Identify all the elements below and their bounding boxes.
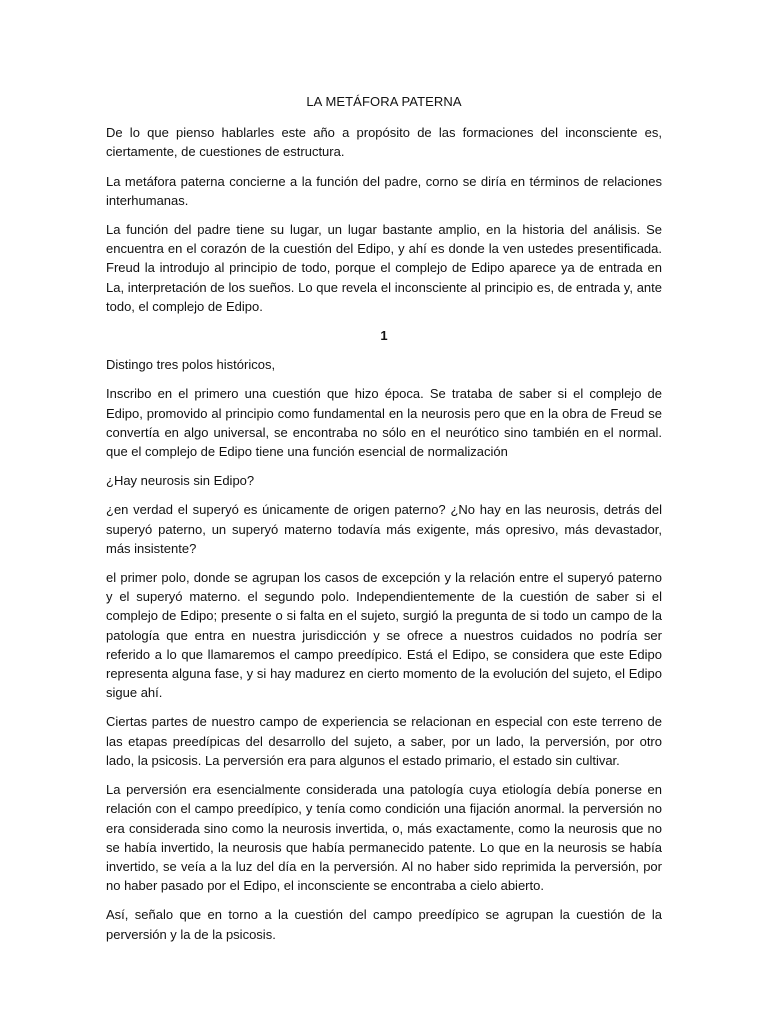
paragraph-section-6: Ciertas partes de nuestro campo de experiencia se relacionan en especial con este terreno de las etapas preedípicas del desarrollo del sujeto, a saber, por un lado, la perversión, por otro lado, la psicosis. La perversión era para algunos el estado primario, el estado sin cultivar. bbox=[106, 714, 662, 768]
paragraph-section-4: ¿en verdad el superyó es únicamente de origen paterno? ¿No hay en las neurosis, detrás del superyó paterno, un superyó materno todavía más exigente, más opresivo, más devastador, más insistente? bbox=[106, 502, 662, 556]
paragraph-section-8: Así, señalo que en torno a la cuestión del campo preedípico se agrupan la cuestión de la perversión y la de la psicosis. bbox=[106, 907, 662, 942]
paragraph-section-1: Distingo tres polos históricos, bbox=[106, 357, 276, 373]
paragraph-section-2: Inscribo en el primero una cuestión que hizo época. Se trataba de saber si el complejo de Edipo, promovido al principio como fundamental en la neurosis pero que en la obra de Freud se convertía en algo universal, se encontraba no sólo en el neurótico sino también en el normal. que el complejo de Edipo tiene una función esencial de normalización bbox=[106, 386, 662, 460]
paragraph-section-7: La perversión era esencialmente considerada una patología cuya etiología debía ponerse en relación con el campo preedípico, y tenía como condición una fijación anormal. la perversión no era considerada sino como la neurosis invertida, o, más exactamente, como la neurosis que no se había invertido, la neurosis que había permanecido patente. Lo que en la neurosis se había invertido, se veía a la luz del día en la perversión. Al no haber sido reprimida la perversión, por no haber pasado por el Edipo, el inconsciente se encontraba a cielo abierto. bbox=[106, 782, 662, 894]
section-number: 1 bbox=[380, 328, 388, 344]
paragraph-section-5: el primer polo, donde se agrupan los casos de excepción y la relación entre el superyó paterno y el superyó materno. el segundo polo. Independientemente de la cuestión de saber si el complejo de Edipo; presente o si falta en el sujeto, surgió la pregunta de si todo un campo de la patología que entra en nuestra jurisdicción y se ofrece a nuestros cuidados no podría ser referido a lo que llamaremos el campo preedípico. Está el Edipo, se considera que este Edipo representa alguna fase, y si hay madurez en cierto momento de la evolución del sujeto, el Edipo sigue ahí. bbox=[106, 570, 662, 701]
paragraph-intro-3: La función del padre tiene su lugar, un lugar bastante amplio, en la historia del análisis. Se encuentra en el corazón de la cuestión del Edipo, y ahí es donde la ven ustedes presentificada. Freud la introdujo al principio de todo, porque el complejo de Edipo aparece ya de entrada en La, interpretación de los sueños. Lo que revela el inconsciente al principio es, de entrada y, ante todo, el complejo de Edipo. bbox=[106, 222, 662, 314]
paragraph-intro-2: La metáfora paterna concierne a la función del padre, corno se diría en términos de relaciones interhumanas. bbox=[106, 173, 662, 208]
document-title: LA METÁFORA PATERNA bbox=[306, 94, 462, 109]
document-page bbox=[106, 92, 662, 954]
paragraph-intro-1: De lo que pienso hablarles este año a propósito de las formaciones del inconsciente es, ciertamente, de cuestiones de estructura. bbox=[106, 125, 662, 160]
paragraph-section-3: ¿Hay neurosis sin Edipo? bbox=[106, 473, 255, 489]
